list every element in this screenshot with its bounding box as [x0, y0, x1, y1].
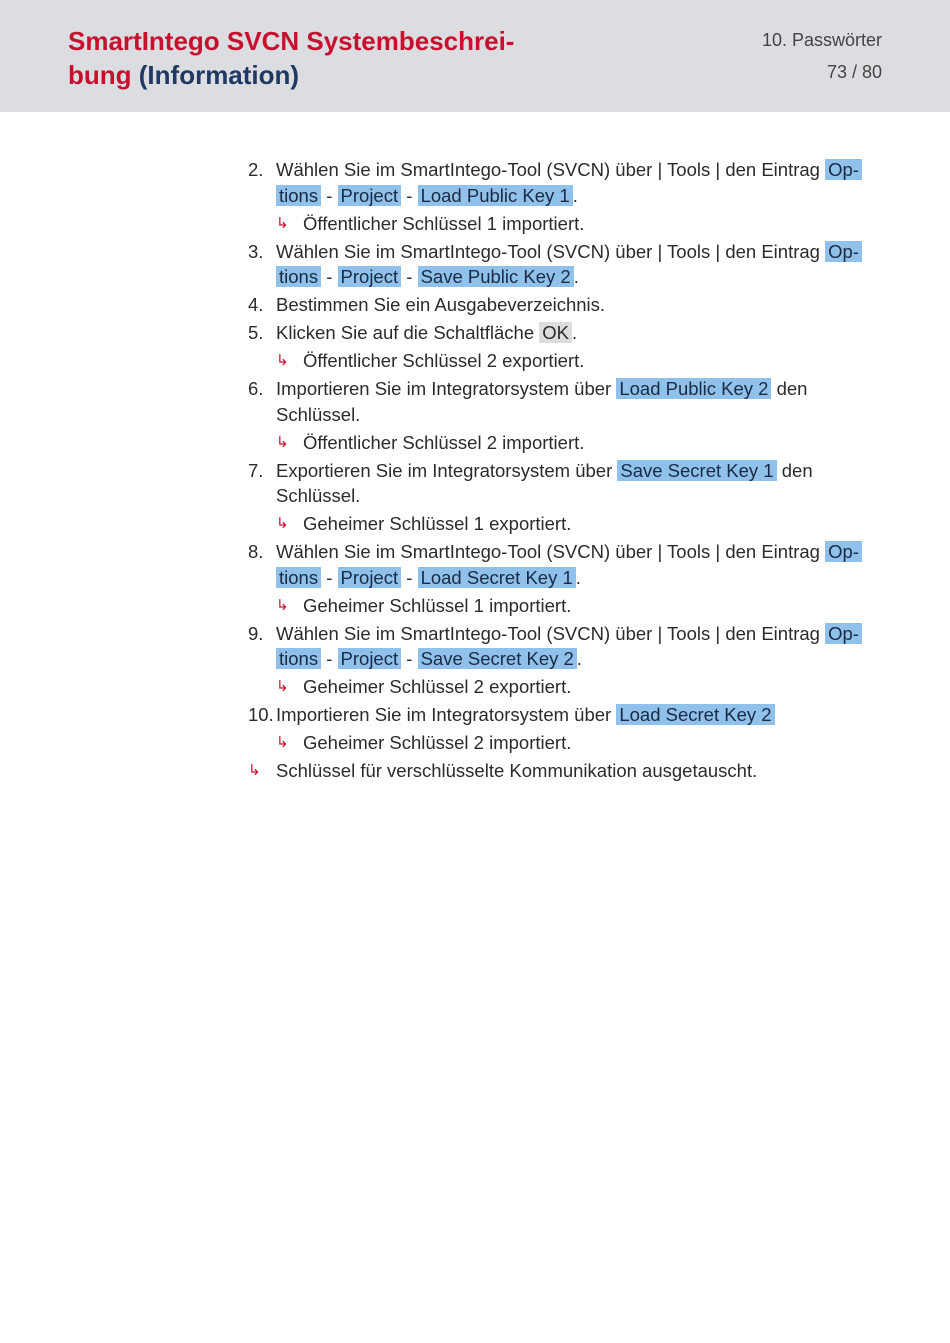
result-text: Geheimer Schlüssel 1 importiert.: [303, 594, 572, 616]
step-text: Klicken Sie auf die Schaltfläche: [276, 322, 540, 343]
step-number: 2.: [248, 159, 264, 180]
result-arrow-icon: ↳: [248, 762, 261, 779]
period: .: [572, 184, 578, 206]
step-text: Importieren Sie im Integratorsystem über: [276, 704, 617, 725]
step-number: 9.: [248, 622, 264, 644]
separator: -: [401, 266, 418, 287]
separator: -: [321, 266, 338, 287]
step-number: 10.: [248, 704, 274, 725]
step-number: 8.: [248, 541, 264, 562]
period: .: [576, 648, 582, 669]
result-arrow-icon: ↳: [276, 214, 289, 232]
menu-save-public-key-2[interactable]: Save Public Key 2: [418, 266, 574, 287]
title-info: (Information): [138, 60, 300, 90]
step-text: Bestimmen Sie ein Ausgabeverzeichnis.: [276, 294, 606, 315]
result-7: [248, 511, 888, 537]
step-text: Wählen Sie im SmartIntego-Tool (SVCN) über | Tools | den Eintrag: [276, 159, 826, 180]
separator: -: [321, 648, 338, 669]
instruction-list: [248, 157, 888, 784]
result-arrow-icon: ↳: [276, 352, 289, 369]
result-2: [248, 211, 888, 237]
menu-project[interactable]: Project: [338, 266, 402, 287]
result-5: [248, 348, 888, 374]
step-7: [248, 458, 888, 509]
menu-options-cont[interactable]: tions: [276, 567, 321, 588]
menu-options-cont[interactable]: tions: [276, 185, 321, 206]
title-text: SmartIntego SVCN Systembeschrei-: [68, 26, 515, 56]
separator: -: [321, 566, 338, 588]
result-text: Öffentlicher Schlüssel 2 exportiert.: [303, 350, 585, 371]
step-5: [248, 320, 888, 346]
step-2: [248, 157, 888, 208]
menu-save-secret-key-1[interactable]: Save Secret Key 1: [617, 460, 776, 481]
result-8: [248, 593, 888, 619]
result-text: Öffentlicher Schlüssel 2 importiert.: [303, 431, 585, 453]
menu-options[interactable]: Op-: [825, 241, 862, 262]
result-10: [248, 730, 888, 756]
menu-project[interactable]: Project: [338, 567, 402, 588]
result-text: Öffentlicher Schlüssel 1 importiert.: [303, 212, 585, 234]
result-arrow-icon: ↳: [276, 734, 289, 751]
result-6: [248, 430, 888, 456]
step-9: [248, 621, 888, 672]
step-number: 3.: [248, 240, 264, 262]
period: .: [573, 266, 579, 287]
separator: -: [321, 184, 338, 206]
result-arrow-icon: ↳: [276, 515, 289, 532]
step-8: [248, 539, 888, 590]
step-text: Wählen Sie im SmartIntego-Tool (SVCN) über | Tools | den Eintrag: [276, 541, 826, 562]
menu-options[interactable]: Op-: [825, 159, 862, 180]
result-text: Geheimer Schlüssel 2 importiert.: [303, 732, 572, 753]
result-text: Geheimer Schlüssel 2 exportiert.: [303, 676, 572, 697]
step-text: Wählen Sie im SmartIntego-Tool (SVCN) über | Tools | den Eintrag: [276, 622, 826, 644]
final-result-text: Schlüssel für verschlüsselte Kommunikation ausgetauscht.: [276, 760, 758, 781]
period: .: [575, 566, 581, 588]
menu-save-secret-key-2[interactable]: Save Secret Key 2: [418, 648, 577, 669]
menu-options-cont[interactable]: tions: [276, 266, 321, 287]
step-number: 6.: [248, 378, 264, 399]
step-text: Wählen Sie im SmartIntego-Tool (SVCN) über | Tools | den Eintrag: [276, 240, 826, 262]
menu-load-secret-key-1[interactable]: Load Secret Key 1: [418, 567, 576, 588]
separator: -: [401, 184, 418, 206]
result-arrow-icon: ↳: [276, 596, 289, 614]
chapter-label: 10. Passwörter: [761, 30, 882, 50]
menu-load-public-key-1[interactable]: Load Public Key 1: [418, 185, 573, 206]
menu-options[interactable]: Op-: [825, 623, 862, 644]
period: .: [572, 322, 578, 343]
menu-options[interactable]: Op-: [825, 541, 862, 562]
step-3: [248, 239, 888, 290]
step-number: 4.: [248, 294, 264, 315]
document-title: [68, 24, 588, 92]
menu-options-cont[interactable]: tions: [276, 648, 321, 669]
step-text: Exportieren Sie im Integratorsystem über: [276, 459, 618, 481]
final-result: [248, 758, 888, 784]
step-text: Importieren Sie im Integratorsystem über: [276, 378, 617, 399]
step-number: 7.: [248, 459, 264, 481]
separator: -: [401, 566, 418, 588]
step-text-post: den Schlüssel.: [276, 378, 808, 425]
result-text: Geheimer Schlüssel 1 exportiert.: [303, 513, 572, 534]
result-9: [248, 674, 888, 700]
title-text-2: bung: [68, 60, 132, 90]
step-10: [248, 702, 888, 728]
step-6: [248, 376, 888, 427]
step-number: 5.: [248, 322, 264, 343]
page-header: [0, 0, 950, 112]
ok-button[interactable]: OK: [539, 322, 572, 343]
separator: -: [401, 648, 418, 669]
menu-load-public-key-2[interactable]: Load Public Key 2: [616, 378, 771, 399]
result-arrow-icon: ↳: [276, 433, 289, 451]
step-text-post: den Schlüssel.: [276, 459, 813, 506]
step-4: [248, 292, 888, 318]
menu-project[interactable]: Project: [338, 185, 402, 206]
menu-load-secret-key-2[interactable]: Load Secret Key 2: [616, 704, 774, 725]
menu-project[interactable]: Project: [338, 648, 402, 669]
result-arrow-icon: ↳: [276, 678, 289, 695]
page-number: 73 / 80: [826, 62, 882, 82]
